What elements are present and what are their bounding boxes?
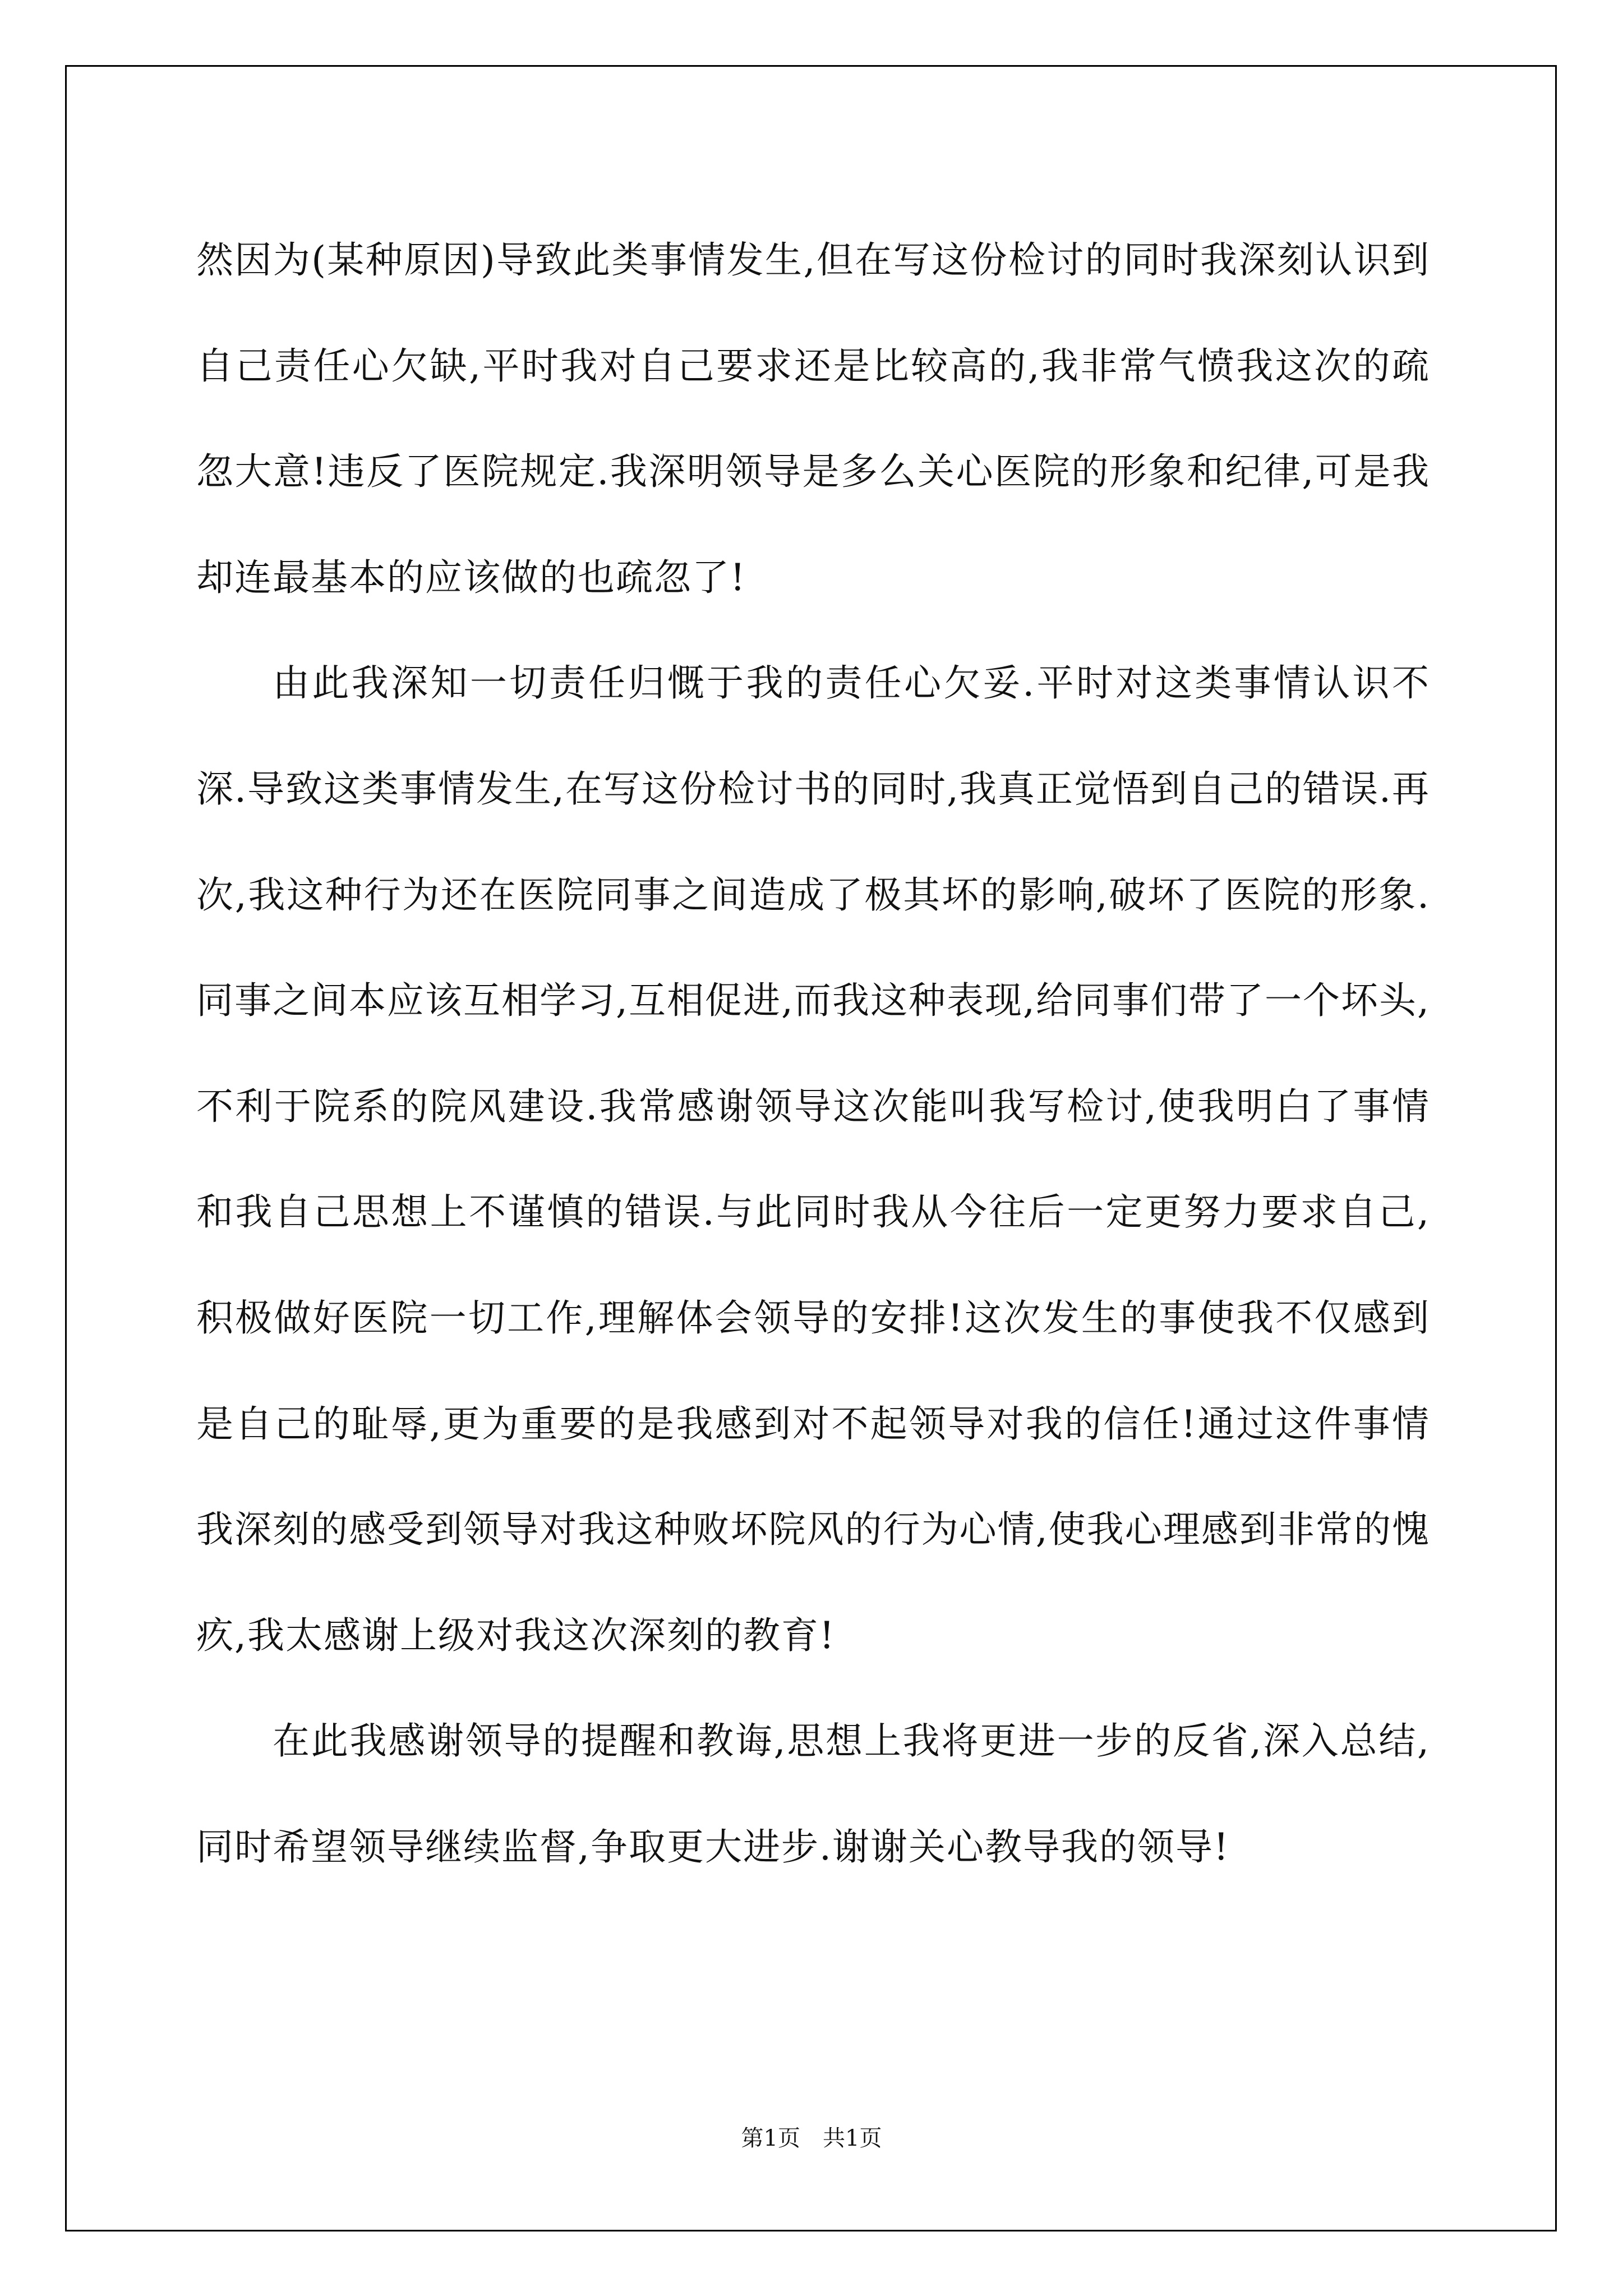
paragraph-1: 然因为(某种原因)导致此类事情发生,但在写这份检讨的同时我深刻认识到自己责任心欠缺,平时我对自己要求还是比较高的,我非常气愤我这次的疏忽大意!违反了医院规定.我深明领导是多么关心医院的形象和纪律,可是我却连最基本的应该做的也疏忽了! — [196, 238, 1430, 599]
paragraph-3: 在此我感谢领导的提醒和教诲,思想上我将更进一步的反省,深入总结,同时希望领导继续监督,争取更大进步.谢谢关心教导我的领导! — [196, 1719, 1430, 1869]
paragraph-2: 由此我深知一切责任归慨于我的责任心欠妥.平时对这类事情认识不深.导致这类事情发生,在写这份检讨书的同时,我真正觉悟到自己的错误.再次,我这种行为还在医院同事之间造成了极其坏的影响,破坏了医院的形象.同事之间本应该互相学习,互相促进,而我这种表现,给同事们带了一个坏头,不利于院系的院风建设.我常感谢领导这次能叫我写检讨,使我明白了事情和我自己思想上不谨慎的错误.与此同时我从今往后一定更努力要求自己,积极做好医院一切工作,理解体会领导的安排!这次发生的事使我不仅感到是自己的耻辱,更为重要的是我感到对不起领导对我的信任!通过这件事情我深刻的感受到领导对我这种败坏院风的行为心情,使我心理感到非常的愧疚,我太感谢上级对我这次深刻的教育! — [196, 661, 1430, 1657]
page-number-footer: 第1页 共1页 — [741, 2125, 882, 2151]
document-body — [196, 208, 1430, 1901]
